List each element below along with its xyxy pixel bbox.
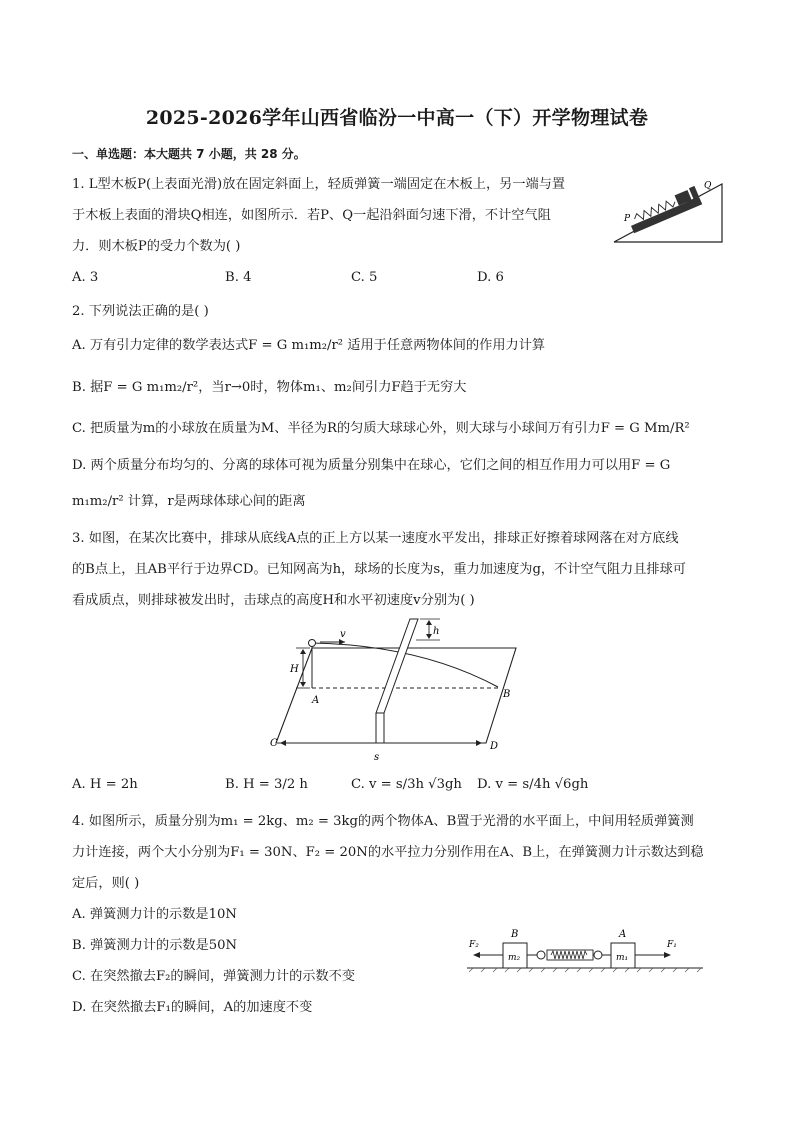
- section-heading: 一、单选题：本大题共 7 小题，共 28 分。: [72, 147, 306, 161]
- q3-option-b: B. H = 3/2 h: [225, 777, 308, 792]
- q3-option-d: D. v = s/4h √6gh: [477, 777, 589, 792]
- q3-line-2: 的B点上，且AB平行于边界CD。已知网高为h，球场的长度为s，重力加速度为g，不计空气阻力且排球可: [72, 562, 686, 577]
- q4-spring-balance-figure: [465, 923, 705, 973]
- q4-line-2: 力计连接，两个大小分别为F₁ = 30N、F₂ = 20N的水平拉力分别作用在A、B上，在弹簧测力计示数达到稳: [72, 845, 704, 860]
- q3-label-big-h: H: [290, 664, 299, 675]
- q4-label-f1: F₁: [667, 940, 677, 950]
- q3-label-c: C: [270, 738, 278, 749]
- q1-line-2: 于木板上表面的滑块Q相连，如图所示．若P、Q一起沿斜面匀速下滑，不计空气阻: [72, 208, 551, 223]
- q1-option-b: B. 4: [225, 270, 252, 285]
- q4-option-a: A. 弹簧测力计的示数是10N: [72, 907, 237, 922]
- q4-line-3: 定后，则( ): [72, 876, 140, 891]
- q3-line-1: 3. 如图，在某次比赛中，排球从底线A点的正上方以某一速度水平发出，排球正好擦着球网落在对方底线: [72, 531, 679, 546]
- q1-option-d: D. 6: [477, 270, 504, 285]
- q3-option-c: C. v = s/3h √3gh: [351, 777, 462, 792]
- q4-label-b: B: [511, 929, 519, 940]
- q3-label-b: B: [503, 689, 511, 700]
- q4-label-a: A: [619, 929, 627, 940]
- q3-label-s: s: [374, 752, 380, 763]
- q4-option-c: C. 在突然撤去F₂的瞬间，弹簧测力计的示数不变: [72, 969, 356, 984]
- page-title: 2025-2026学年山西省临汾一中高一（下）开学物理试卷: [145, 107, 649, 129]
- q3-option-a: A. H = 2h: [72, 777, 138, 792]
- q2-stem: 2. 下列说法正确的是( ): [72, 304, 209, 319]
- q4-line-1: 4. 如图所示，质量分别为m₁ = 2kg、m₂ = 3kg的两个物体A、B置于光滑的水平面上，中间用轻质弹簧测: [72, 814, 694, 829]
- q3-label-d: D: [490, 741, 499, 752]
- q4-option-b: B. 弹簧测力计的示数是50N: [72, 938, 238, 953]
- q1-line-1: 1. L型木板P(上表面光滑)放在固定斜面上，轻质弹簧一端固定在木板上，另一端与置: [72, 177, 566, 192]
- q2-option-a: A. 万有引力定律的数学表达式F = G m₁m₂/r² 适用于任意两物体间的作用力计算: [72, 338, 546, 353]
- q4-label-m2: m₂: [508, 953, 521, 963]
- q2-option-d-line-1: D. 两个质量分布均匀的、分离的球体可视为质量分别集中在球心，它们之间的相互作用力可以用F = G: [72, 458, 671, 473]
- q4-option-d: D. 在突然撤去F₁的瞬间，A的加速度不变: [72, 1000, 313, 1015]
- q1-option-c: C. 5: [351, 270, 378, 285]
- q3-label-v: v: [340, 629, 346, 640]
- q4-label-f2: F₂: [469, 940, 479, 950]
- q1-option-a: A. 3: [72, 270, 99, 285]
- q3-line-3: 看成质点，则排球被发出时，击球点的高度H和水平初速度v分别为( ): [72, 593, 475, 608]
- q1-line-3: 力．则木板P的受力个数为( ): [72, 239, 241, 254]
- q2-option-c: C. 把质量为m的小球放在质量为M、半径为R的匀质大球球心外，则大球与小球间万有引力F = G Mm/R²: [72, 421, 690, 436]
- q2-option-d-line-2: m₁m₂/r² 计算，r是两球体球心间的距离: [72, 494, 306, 509]
- q3-label-h: h: [433, 626, 440, 637]
- q1-label-q: Q: [704, 181, 712, 191]
- q1-label-p: P: [624, 214, 631, 224]
- q2-option-b: B. 据F = G m₁m₂/r²，当r→0时，物体m₁、m₂间引力F趋于无穷大: [72, 380, 467, 395]
- q1-incline-figure: [612, 176, 724, 246]
- q3-volleyball-court-figure: [270, 615, 530, 765]
- q3-label-a: A: [312, 695, 320, 706]
- q4-label-m1: m₁: [616, 953, 629, 963]
